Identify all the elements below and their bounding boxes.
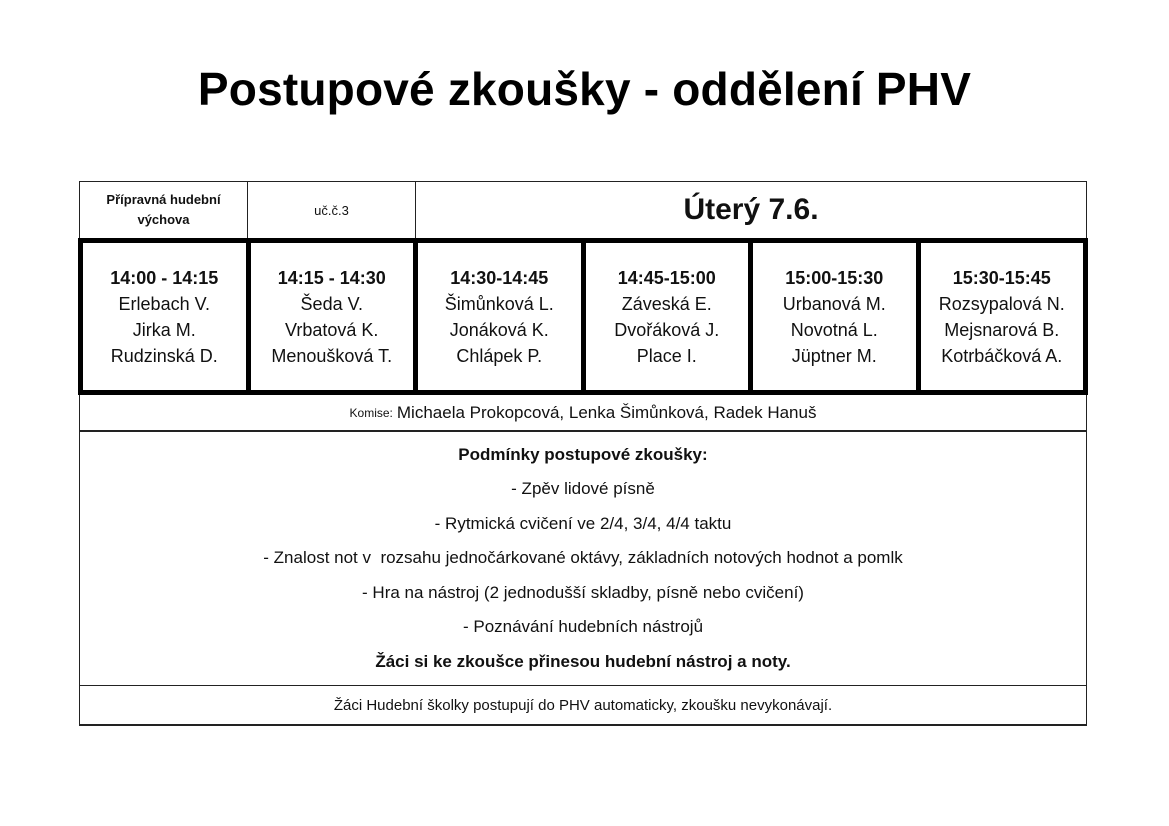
slot-time: 15:30-15:45 (952, 267, 1051, 288)
committee-members: Michaela Prokopcová, Lenka Šimůnková, Radek Hanuš (396, 402, 817, 422)
time-slot (251, 243, 419, 390)
condition-item: - Hra na nástroj (2 jednodušší skladby, písně nebo cvičení) (362, 582, 804, 602)
condition-item: - Poznávání hudebních nástrojů (462, 617, 704, 637)
student-name: Rozsypalová N. (938, 293, 1065, 314)
schedule-table (79, 181, 1087, 726)
slot-time: 14:15 - 14:30 (277, 267, 386, 288)
condition-item: - Zpěv lidové písně (511, 479, 655, 499)
condition-item: - Rytmická cvičení ve 2/4, 3/4, 4/4 taktu (434, 513, 732, 533)
student-name: Chlápek P. (456, 345, 543, 366)
conditions-section (79, 431, 1087, 686)
time-slot (586, 243, 754, 390)
student-name: Kotrbáčková A. (941, 345, 1063, 366)
student-name: Šimůnková L. (444, 293, 554, 314)
room-label: uč.č.3 (248, 182, 416, 238)
student-name: Place I. (636, 345, 697, 366)
footer-note: Žáci Hudební školky postupují do PHV automaticky, zkoušku nevykonávají. (79, 686, 1087, 726)
slot-time: 14:30-14:45 (450, 267, 549, 288)
student-name: Urbanová M. (782, 293, 886, 314)
student-name: Vrbatová K. (285, 319, 379, 340)
slot-time: 15:00-15:30 (785, 267, 884, 288)
day-label: Úterý 7.6. (683, 193, 819, 226)
slot-time: 14:45-15:00 (617, 267, 716, 288)
time-slots (78, 238, 1088, 395)
committee-row (79, 395, 1087, 431)
department-label: Přípravná hudební výchova (80, 182, 248, 238)
time-slot (921, 243, 1084, 390)
student-name: Jonáková K. (449, 319, 549, 340)
slot-time: 14:00 - 14:15 (110, 267, 219, 288)
student-name: Jüptner M. (791, 345, 877, 366)
conditions-heading: Podmínky postupové zkoušky: (458, 444, 708, 464)
student-name: Záveská E. (621, 293, 712, 314)
student-name: Dvořáková J. (614, 319, 720, 340)
student-name: Menoušková T. (271, 345, 393, 366)
time-slot (753, 243, 921, 390)
student-name: Jirka M. (132, 319, 196, 340)
conditions-note: Žáci si ke zkoušce přinesou hudební nástroj a noty. (375, 651, 791, 671)
table-header (79, 181, 1087, 238)
student-name: Rudzinská D. (110, 345, 218, 366)
time-slot (418, 243, 586, 390)
condition-item: - Znalost not v rozsahu jednočárkované oktávy, základních notových hodnot a pomlk (263, 548, 903, 568)
page-title: Postupové zkoušky - oddělení PHV (197, 63, 972, 115)
committee-label: Komise: (349, 405, 393, 420)
time-slot (83, 243, 251, 390)
student-name: Šeda V. (300, 293, 363, 314)
student-name: Mejsnarová B. (944, 319, 1060, 340)
student-name: Novotná L. (790, 319, 878, 340)
student-name: Erlebach V. (118, 293, 210, 314)
